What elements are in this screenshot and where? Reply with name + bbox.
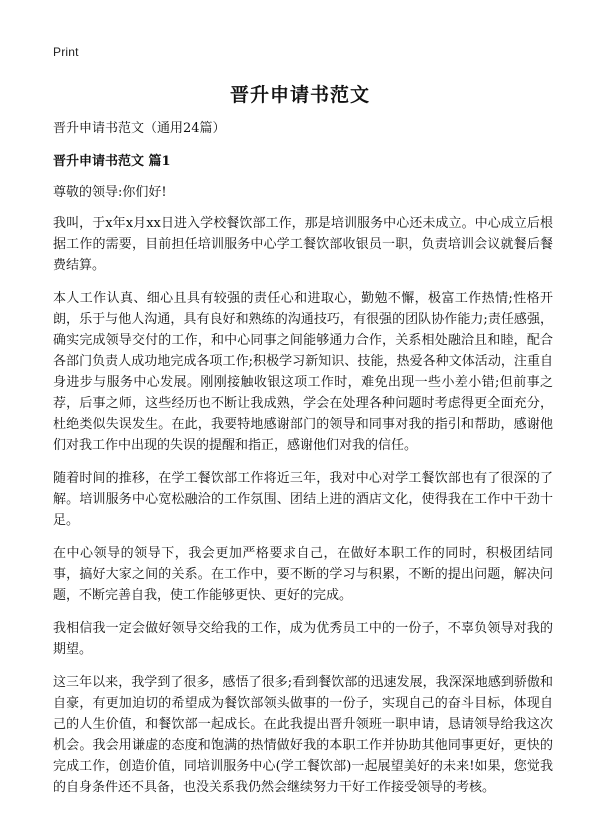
section-heading: 晋升申请书范文 篇1 <box>53 154 171 169</box>
document-title: 晋升申请书范文 <box>229 84 370 106</box>
paragraph-3: 随着时间的推移，在学工餐饮部工作将近三年，我对中心对学工餐饮部也有了很深的了解。培训服务中心宽松融洽的工作氛围、团结上进的酒店文化，使得我在工作中干劲十足。 <box>53 471 553 528</box>
paragraph-5: 我相信我一定会做好领导交给我的工作，成为优秀员工中的一份子，不辜负领导对我的期望。 <box>53 621 553 657</box>
paragraph-1: 我叫，于x年x月xx日进入学校餐饮部工作，那是培训服务中心还未成立。中心成立后根据工作的需要，目前担任培训服务中心学工餐饮部收银员一职，负责培训会议就餐后餐费结算。 <box>53 216 553 273</box>
document-body <box>53 118 553 810</box>
paragraph-4: 在中心领导的领导下，我会更加严格要求自己，在做好本职工作的同时，积极团结同事，搞好大家之间的关系。在工作中，要不断的学习与积累，不断的提出问题，解决问题，不断完善自我，使工作能够更快、更好的完成。 <box>53 546 553 603</box>
greeting-line: 尊敬的领导:你们好! <box>53 185 167 200</box>
paragraph-2: 本人工作认真、细心且具有较强的责任心和进取心，勤勉不懈，极富工作热情;性格开朗，乐于与他人沟通，具有良好和熟练的沟通技巧，有很强的团队协作能力;责任感强，确实完成领导交付的工作，和中心同事之间能够通力合作，关系相处融洽且和睦，配合各部门负责人成功地完成各项工作;积极学习新知识、技能，热爱各种文体活动，注重自身进步与服务中心发展。刚刚接触收银这项工作时，难免出现一些小差小错;但前事之荐，后事之师，这些经历也不断让我成熟，学会在处理各种问题时考虑得更全面充分，杜绝类似失误发生。在此，我要特地感谢部门的领导和同事对我的指引和帮助，感谢他们对我工作中出现的失误的提醒和指正，感谢他们对我的信任。 <box>53 291 553 453</box>
print-label: Print <box>53 45 79 59</box>
paragraph-6: 这三年以来，我学到了很多，感悟了很多;看到餐饮部的迅速发展，我深深地感到骄傲和自豪，有更加迫切的希望成为餐饮部领头做事的一份子，实现自己的奋斗目标，体现自己的人生价值，和餐饮部一起成长。在此我提出晋升领班一职申请，恳请领导给我这次机会。我会用谦虚的态度和饱满的热情做好我的本职工作并协助其他同事更好，更快的完成工作，创造价值，同培训服务中心(学工餐饮部)一起展望美好的未来!如果，您觉我的自身条件还不具备，也没关系我仍然会继续努力干好工作接受领导的考核。 <box>53 675 553 795</box>
document-subtitle: 晋升申请书范文（通用24篇） <box>53 121 226 136</box>
